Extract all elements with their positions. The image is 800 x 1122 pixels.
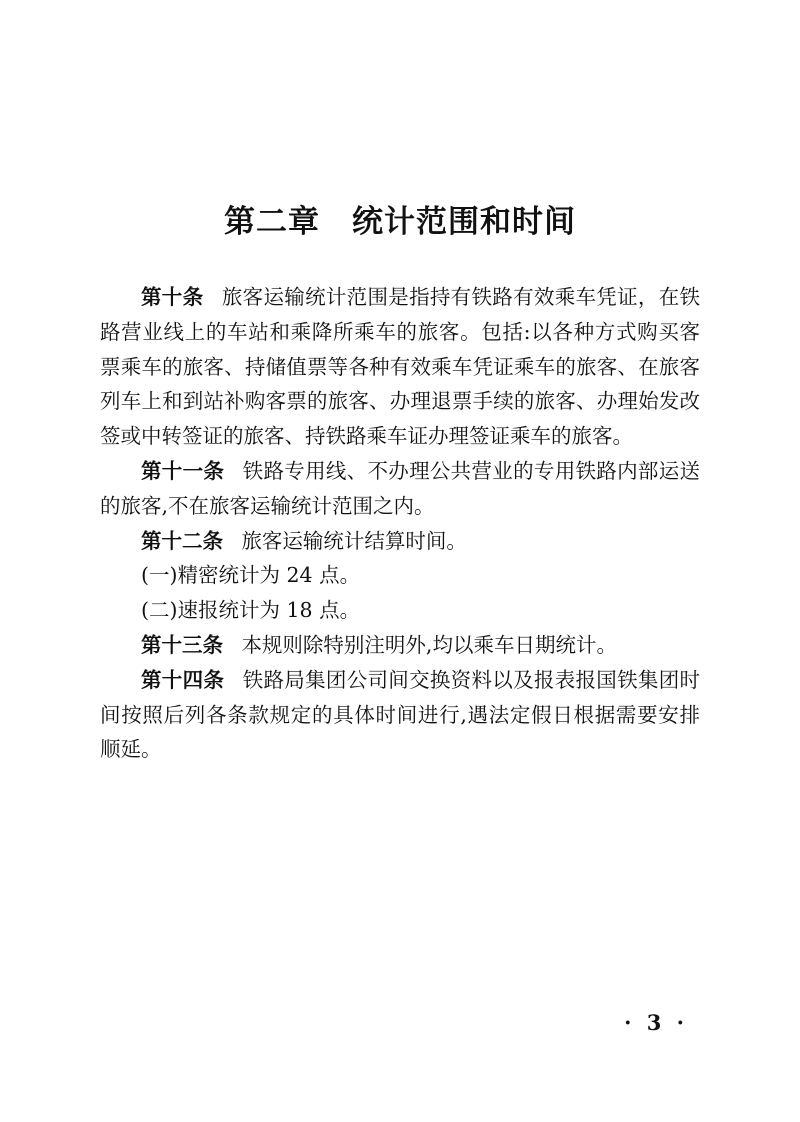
- article-label: 第十三条: [141, 632, 223, 657]
- article-11: [100, 454, 700, 524]
- article-text: 旅客运输统计结算时间。: [241, 528, 467, 553]
- article-text: 铁路专用线、不办理公共营业的专用铁路内部运送的旅客,不在旅客运输统计范围之内。: [100, 458, 701, 518]
- page-number: · 3 ·: [624, 1010, 688, 1035]
- article-label: 第十条: [141, 285, 204, 309]
- clause-1: (一)精密统计为 24 点。: [141, 563, 361, 588]
- clause-2: (二)速报统计为 18 点。: [141, 598, 361, 623]
- chapter-title: 第二章 统计范围和时间: [224, 204, 576, 240]
- article-10: [100, 280, 700, 454]
- article-13: [100, 628, 700, 663]
- article-label: 第十二条: [141, 528, 223, 553]
- article-text: 旅客运输统计范围是指持有铁路有效乘车凭证，在铁路营业线上的车站和乘降所乘车的旅客。包括:以各种方式购买客票乘车的旅客、持储值票等各种有效乘车凭证乘车的旅客、在旅客列车上和到站补购客票的旅客、办理退票手续的旅客、办理始发改签或中转签证的旅客、持铁路乘车证办理签证乘车的旅客。: [100, 285, 701, 449]
- article-label: 第十一条: [141, 458, 225, 483]
- article-14: [100, 663, 700, 767]
- article-text: 铁路局集团公司间交换资料以及报表报国铁集团时间按照后列各条款规定的具体时间进行,遇法定假日根据需要安排顺延。: [100, 667, 701, 762]
- article-label: 第十四条: [141, 667, 225, 692]
- article-12: [100, 524, 700, 559]
- article-text: 本规则除特别注明外,均以乘车日期统计。: [241, 632, 617, 657]
- body-text: [100, 280, 700, 767]
